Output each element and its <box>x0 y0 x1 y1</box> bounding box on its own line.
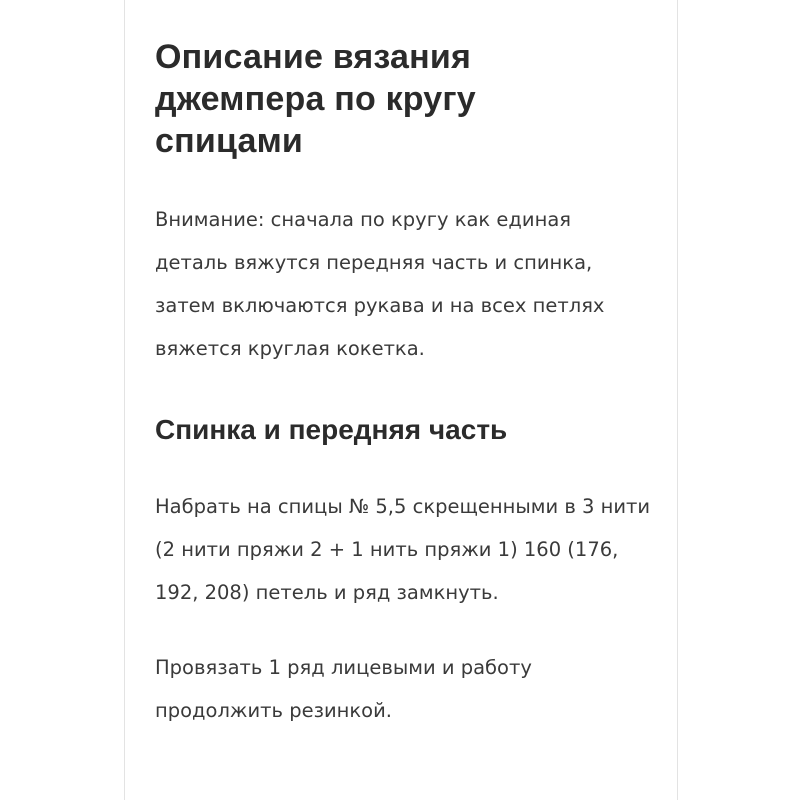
intro-paragraph: Внимание: сначала по кругу как единая деталь вяжутся передняя часть и спинка, затем включаются рукава и на всех петлях вяжется круглая кокетка. <box>155 208 605 360</box>
section-heading: Спинка и передняя часть <box>155 414 508 445</box>
article <box>155 36 655 732</box>
content-column <box>124 0 678 800</box>
knit-row-paragraph: Провязать 1 ряд лицевыми и работу продолжить резинкой. <box>155 656 532 722</box>
cast-on-paragraph: Набрать на спицы № 5,5 скрещенными в 3 нити (2 нити пряжи 2 + 1 нить пряжи 1) 160 (176, 192, 208) петель и ряд замкнуть. <box>155 495 651 604</box>
article-title: Описание вязания джемпера по кругу спицами <box>155 38 476 160</box>
